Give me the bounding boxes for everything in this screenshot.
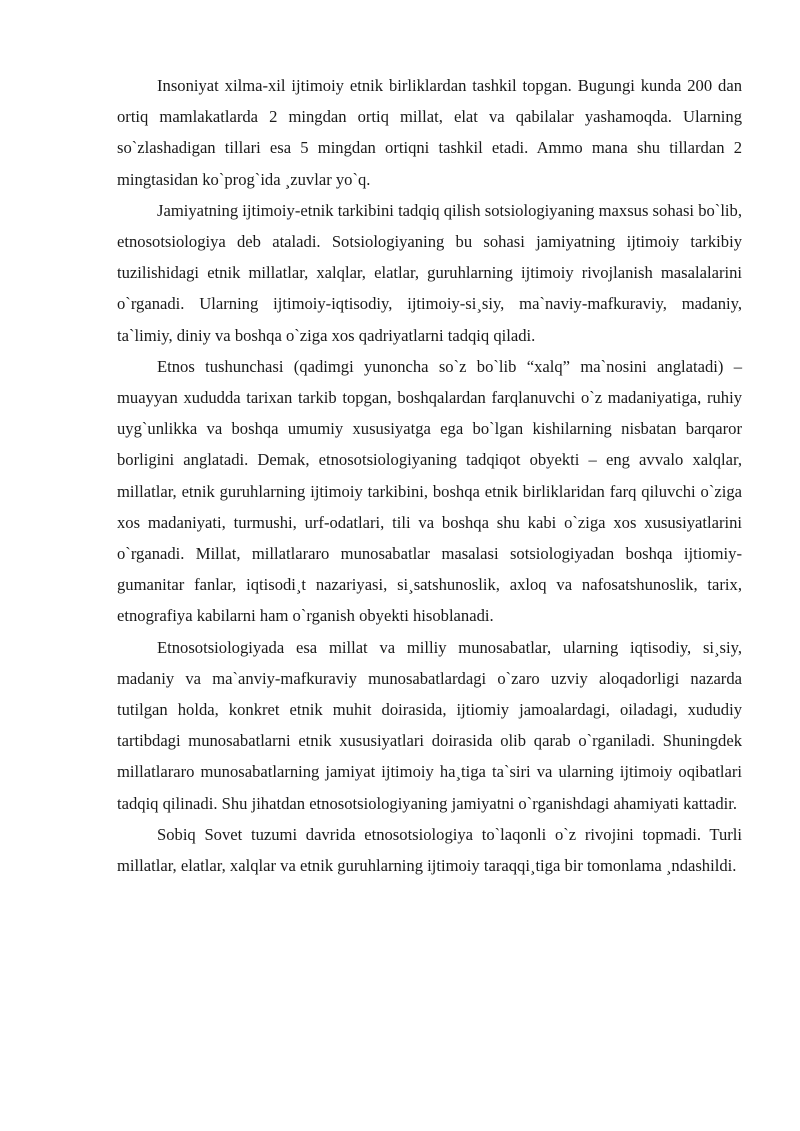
- document-page: [117, 70, 742, 881]
- paragraph-ethnic-structure: Jamiyatning ijtimoiy-etnik tarkibini tadqiq qilish sotsiologiyaning maxsus sohasi bo`lib, etnosotsiologiya deb ataladi. Sotsiologiyaning bu sohasi jamiyatning ijtimoiy tarkibiy tuzilishidagi etnik millatlar, xalqlar, elatlar, guruhlarning ijtimoiy rivojlanish masalalarini o`rganadi. Ularning ijtimoiy-iqtisodiy, ijtimoiy-si¸siy, ma`naviy-mafkuraviy, madaniy, ta`limiy, diniy va boshqa o`ziga xos qadriyatlarni tadqiq qiladi.: [117, 200, 742, 345]
- paragraph-ethnos-definition: Etnos tushunchasi (qadimgi yunoncha so`z bo`lib “xalq” ma`nosini anglatadi) – muayyan xududda tarixan tarkib topgan, boshqalardan farqlanuvchi o`z madaniyatiga, ruhiy uyg`unlikka va boshqa umumiy xususiyatga ega bo`lgan kishilarning nisbatan barqaror borligini anglatadi. Demak, etnosotsiologiyaning tadqiqot obyekti – eng avvalo xalqlar, millatlar, etnik guruhlarning ijtimoiy tarkibini, boshqa etnik birliklaridan farq qiluvchi o`ziga xos madaniyati, turmushi, urf-odatlari, tili va boshqa shu kabi o`ziga xos xususiyatlarini o`rganadi. Millat, millatlararo munosabatlar masalasi sotsiologiyadan boshqa ijtiomiy-gumanitar fanlar, iqtisodi¸t nazariyasi, si¸satshunoslik, axloq va nafosatshunoslik, tarix, etnografiya kabilarni ham o`rganish obyekti hisoblanadi.: [117, 356, 742, 626]
- paragraph-intro: Insoniyat xilma-xil ijtimoiy etnik birliklardan tashkil topgan. Bugungi kunda 200 dan ortiq mamlakatlarda 2 mingdan ortiq millat, elat va qabilalar yashamoqda. Ularning so`zlashadigan tillari esa 5 mingdan ortiqni tashkil etadi. Ammo mana shu tillardan 2 mingtasidan ko`prog`ida ¸zuvlar yo`q.: [117, 76, 742, 189]
- paragraph-soviet-period: Sobiq Sovet tuzumi davrida etnosotsiologiya to`laqonli o`z rivojini topmadi. Turli millatlar, elatlar, xalqlar va etnik guruhlarning ijtimoiy taraqqi¸tiga bir tomonlama ¸ndashildi.: [117, 824, 742, 876]
- paragraph-ethnosociology-study: Etnosotsiologiyada esa millat va milliy munosabatlar, ularning iqtisodiy, si¸siy, madaniy va ma`anviy-mafkuraviy munosabatlardagi o`zaro uzviy aloqadorligi nazarda tutilgan holda, konkret etnik muhit doirasida, ijtiomiy jamoalardagi, oiladagi, xududiy tartibdagi munosabatlarni etnik xususiyatlari doirasida olib qarab o`rganiladi. Shuningdek millatlararo munosabatlarning jamiyat ijtimoiy ha¸tiga ta`siri va ularning ijtimoiy oqibatlari tadqiq qilinadi. Shu jihatdan etnosotsiologiyaning jamiyatni o`rganishdagi ahamiyati kattadir.: [117, 637, 742, 813]
